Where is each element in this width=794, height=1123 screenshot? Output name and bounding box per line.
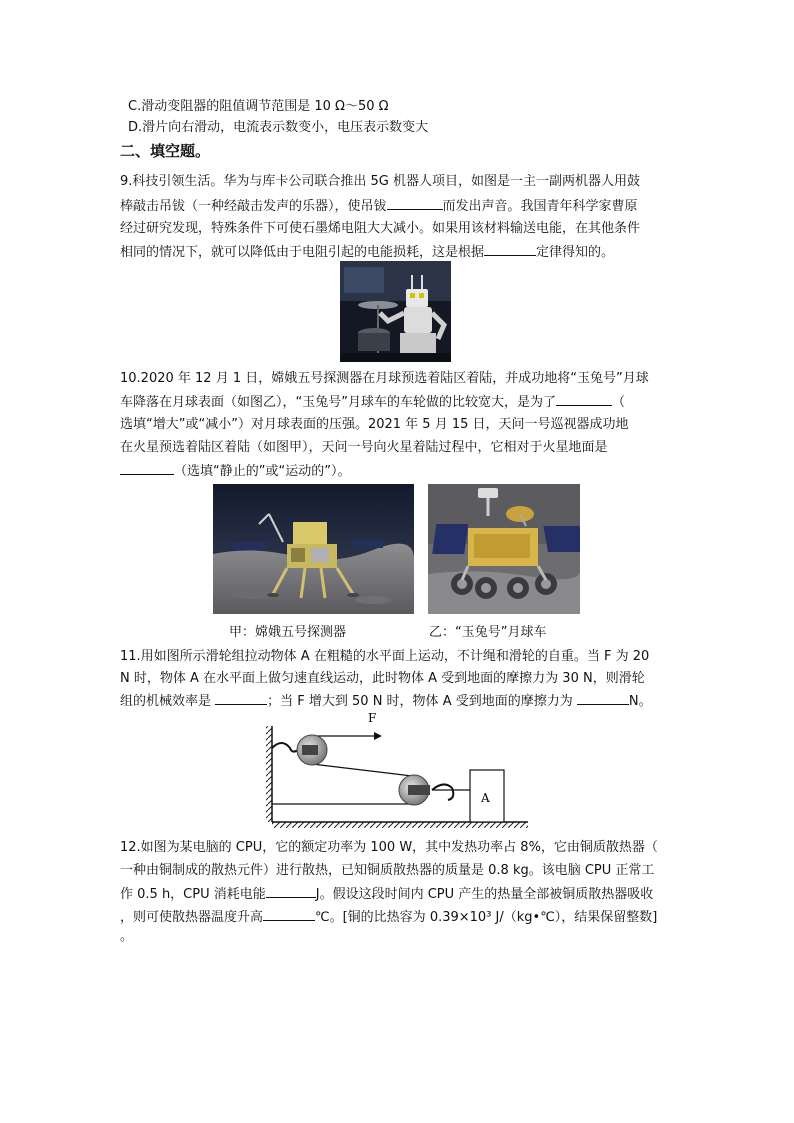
option-d: D.滑片向右滑动，电流表示数变小，电压表示数变大	[128, 120, 429, 135]
q10-blank-2[interactable]	[120, 462, 174, 475]
change5-lander-photo	[213, 484, 414, 614]
robot-drummer-illustration	[340, 261, 451, 362]
force-arrow-head	[374, 732, 382, 740]
q9-blank-2[interactable]	[484, 243, 536, 256]
q9-line-4: 相同的情况下，就可以降低由于电阻引起的电能损耗，这是根据 定律得知的。	[120, 245, 615, 260]
q12-line-2: 一种由铜制成的散热元件）进行散热，已知铜质散热器的质量是 0.8 kg。该电脑 CPU 正常工	[120, 863, 655, 878]
q10-line-3: 选填“增大”或“减小”）对月球表面的压强。2021 年 5 月 15 日，天问一号巡视器成功地	[120, 417, 629, 432]
q11-line-2: N 时，物体 A 在水平面上做匀速直线运动，此时物体 A 受到地面的摩擦力为 30 N，则滑轮	[120, 671, 645, 686]
q10-line-4: 在火星预选着陆区着陆（如图甲），天问一号向火星着陆过程中，它相对于火星地面是	[120, 440, 608, 455]
q12-blank-1[interactable]	[266, 885, 316, 898]
force-label: F	[368, 711, 377, 725]
pulley-diagram	[262, 708, 532, 832]
section-title: 二、填空题。	[120, 142, 211, 160]
option-c: C.滑动变阻器的阻值调节范围是 10 Ω～50 Ω	[128, 99, 389, 114]
q10-line-5: （选填“静止的”或“运动的”）。	[120, 462, 350, 481]
pulley-system-svg	[262, 708, 532, 832]
q10-blank-1[interactable]	[556, 393, 612, 406]
q9-blank-1[interactable]	[387, 197, 443, 210]
robot-drummer-photo	[340, 261, 451, 362]
q11-line-1: 11.用如图所示滑轮组拉动物体 A 在粗糙的水平面上运动，不计绳和滑轮的自重。当 F 为 20	[120, 649, 650, 664]
q10-line-2: 车降落在月球表面（如图乙），“玉兔号”月球车的车轮做的比较宽大，是为了 （	[120, 395, 625, 410]
q9-line-3: 经过研究发现，特殊条件下可使石墨烯电阻大大减小。如果用该材料输送电能，在其他条件	[120, 221, 641, 236]
q12-blank-2[interactable]	[263, 908, 315, 921]
fixed-pulley-axle	[302, 745, 318, 755]
block-label: A	[481, 791, 490, 805]
q10-line-1: 10.2020 年 12 月 1 日，嫦娥五号探测器在月球预选着陆区着陆，并成功地将“玉兔号”月球	[120, 371, 649, 386]
q12-line-3: 作 0.5 h，CPU 消耗电能 J。假设这段时间内 CPU 产生的热量全部被铜质散热器吸收	[120, 887, 654, 902]
q9-line-2: 棒敲击吊钹（一种经敲击发声的乐器），使吊钹 而发出声音。我国青年科学家曹原	[120, 199, 638, 214]
ground-hatch	[272, 822, 528, 828]
lander-illustration	[213, 484, 414, 614]
yutu-rover-photo	[428, 484, 580, 614]
q11-blank-2[interactable]	[577, 692, 629, 705]
q12-line-5: 。	[120, 929, 134, 944]
fixed-pulley-hook	[272, 743, 298, 752]
q11-line-3: 组的机械效率是 ；当 F 增大到 50 N 时，物体 A 受到地面的摩擦力为 N。	[120, 694, 652, 709]
caption-lander: 甲：嫦娥五号探测器	[229, 625, 347, 640]
wall-hatch	[266, 726, 272, 822]
rover-illustration	[428, 484, 580, 614]
caption-rover: 乙：“玉兔号”月球车	[429, 625, 547, 640]
movable-pulley-axle	[408, 785, 430, 795]
q9-line-1: 9.科技引领生活。华为与库卡公司联合推出 5G 机器人项目，如图是一主一副两机器人用鼓	[120, 174, 641, 189]
movable-pulley-hook	[432, 784, 453, 800]
q12-line-4: ，则可使散热器温度升高 ℃。[铜的比热容为 0.39×10³ J/（kg•℃），结果保留整数]	[120, 910, 658, 925]
q11-blank-1[interactable]	[215, 692, 267, 705]
q12-line-1: 12.如图为某电脑的 CPU，它的额定功率为 100 W，其中发热功率占 8%，它由铜质散热器（	[120, 840, 658, 855]
